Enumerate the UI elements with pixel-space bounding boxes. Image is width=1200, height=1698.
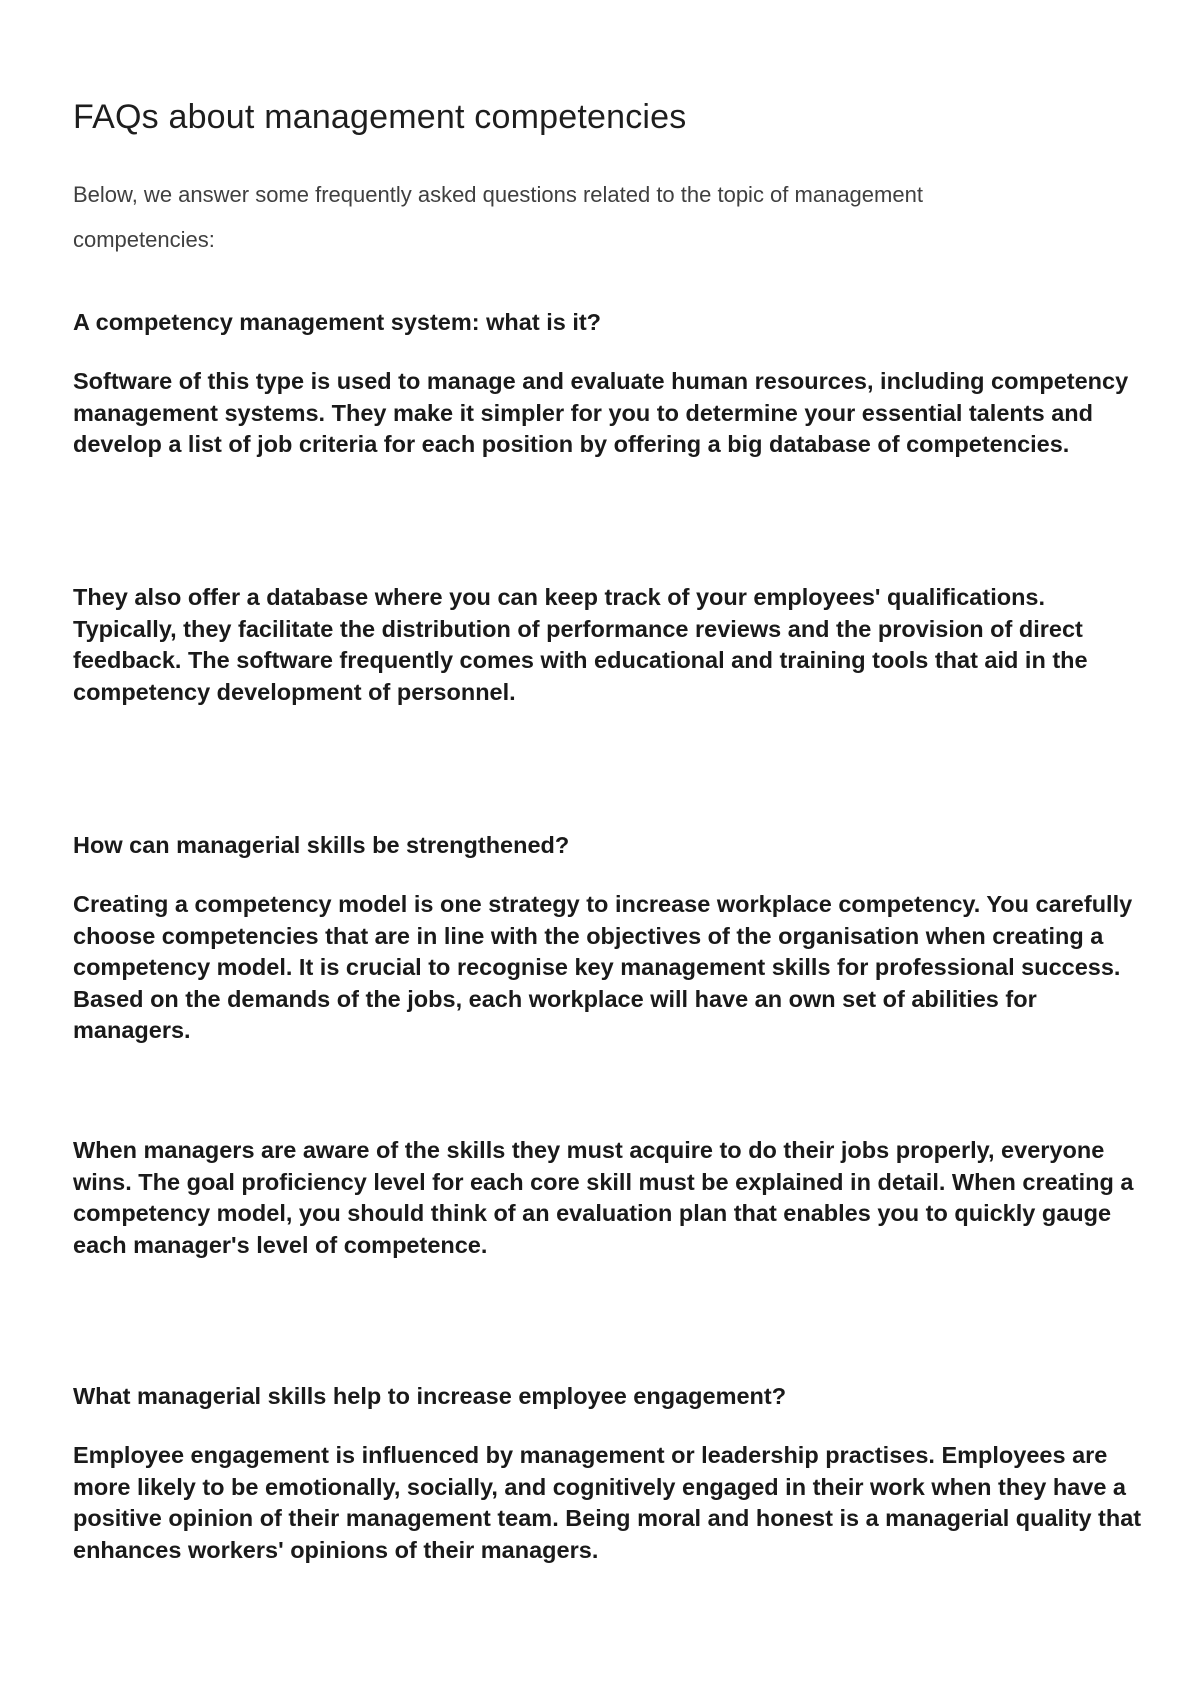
faq-question-3: What managerial skills help to increase employee engagement? (73, 1383, 787, 1409)
faq-answer-1b: They also offer a database where you can keep track of your employees' qualifications. Typically, they facilitate the distribution of performance reviews and the provision of direct feedback. The software frequently comes with educational and training tools that aid in the competency development of personnel. (73, 584, 1088, 705)
faq-question-2: How can managerial skills be strengthened? (73, 832, 570, 858)
faq-question-1: A competency management system: what is it? (73, 309, 602, 335)
intro-paragraph: Below, we answer some frequently asked questions related to the topic of management competencies: (73, 182, 923, 252)
faq-answer-2a: Creating a competency model is one strategy to increase workplace competency. You carefully choose competencies that are in line with the objectives of the organisation when creating a competency model. It is crucial to recognise key management skills for professional success. Based on the demands of the jobs, each workplace will have an own set of abilities for managers. (73, 891, 1133, 1043)
faq-answer-2b: When managers are aware of the skills they must acquire to do their jobs properly, everyone wins. The goal proficiency level for each core skill must be explained in detail. When creating a competency model, you should think of an evaluation plan that enables you to quickly gauge each manager's level of competence. (73, 1137, 1134, 1258)
faq-answer-3a: Employee engagement is influenced by management or leadership practises. Employees are more likely to be emotionally, socially, and cognitively engaged in their work when they have a positive opinion of their management team. Being moral and honest is a managerial quality that enhances workers' opinions of their managers. (73, 1442, 1142, 1563)
faq-answer-1a: Software of this type is used to manage and evaluate human resources, including competency management systems. They make it simpler for you to determine your essential talents and develop a list of job criteria for each position by offering a big database of competencies. (73, 368, 1129, 457)
page-title: FAQs about management competencies (73, 98, 687, 136)
